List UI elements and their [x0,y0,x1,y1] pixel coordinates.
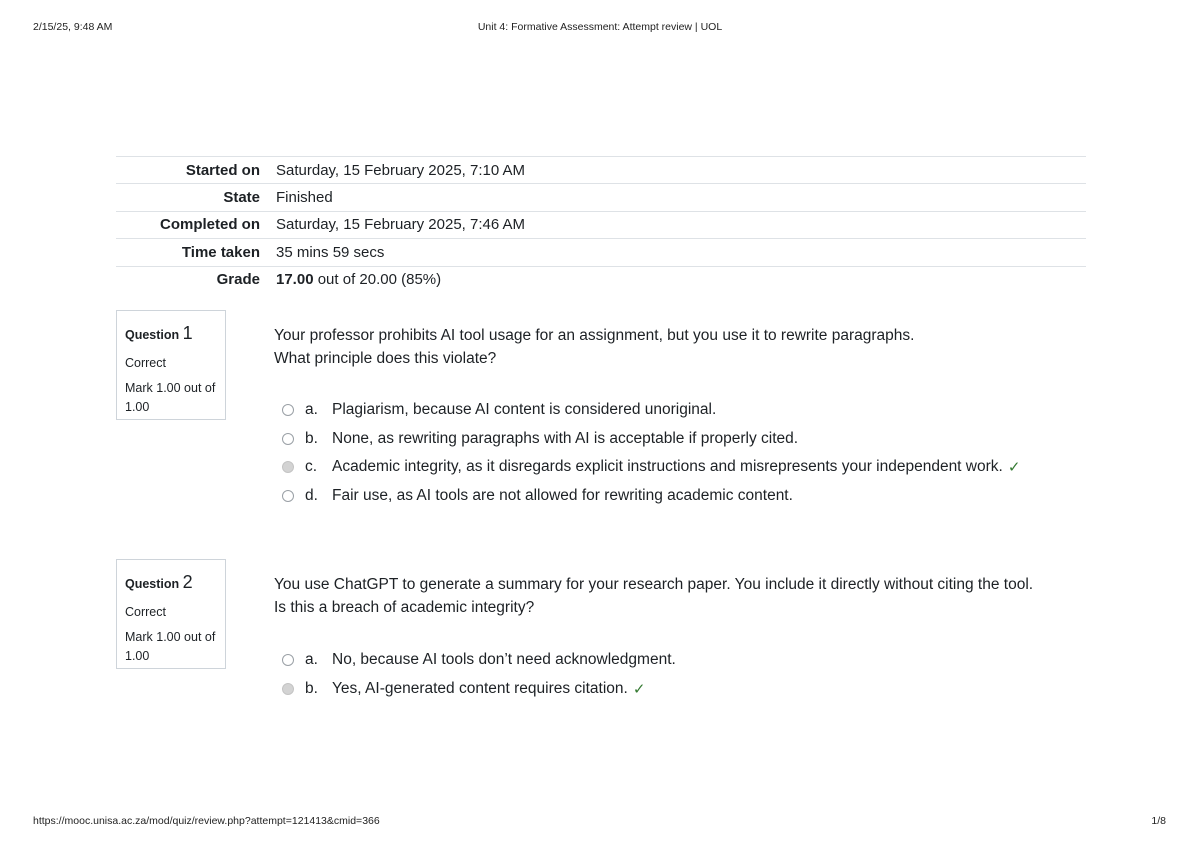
summary-row-grade [116,266,1086,293]
answer-letter: d. [305,486,318,504]
question-number: 2 [182,572,193,592]
page-url: https://mooc.unisa.ac.za/mod/quiz/review.php?attempt=121413&cmid=366 [33,815,380,827]
answer-letter: c. [305,458,318,476]
answer-text: Academic integrity, as it disregards explicit instructions and misrepresents your independent work. [332,458,1003,476]
radio-button[interactable] [282,433,294,445]
question-2-info-box [116,559,226,669]
answer-option[interactable] [282,675,676,704]
question-2-text-line-1: You use ChatGPT to generate a summary for your research paper. You include it directly without citing the tool. [274,576,1034,593]
answer-letter: a. [305,651,318,669]
answer-option[interactable] [282,425,1020,454]
radio-button[interactable] [282,404,294,416]
question-2-heading [125,569,217,597]
answer-text: No, because AI tools don’t need acknowledgment. [332,651,676,669]
answer-text: Plagiarism, because AI content is considered unoriginal. [332,401,717,419]
answer-text: Fair use, as AI tools are not allowed for rewriting academic content. [332,486,793,504]
answer-text: Yes, AI-generated content requires citation. [332,679,628,697]
completed-on-value: Saturday, 15 February 2025, 7:46 AM [268,211,1086,238]
question-2-state: Correct [125,604,166,619]
question-label: Question [125,577,180,591]
completed-on-label: Completed on [116,211,268,238]
radio-button[interactable] [282,490,294,502]
radio-button[interactable] [282,654,294,666]
grade-score: 17.00 [276,271,314,289]
state-label: State [116,184,268,211]
started-on-value: Saturday, 15 February 2025, 7:10 AM [268,157,1086,184]
question-1-heading [125,320,217,348]
correct-check-icon: ✓ [1007,459,1021,477]
question-2-answers [282,646,676,703]
time-taken-label: Time taken [116,239,268,266]
radio-button-selected[interactable] [282,683,294,695]
attempt-summary-table [116,156,1086,293]
grade-label: Grade [116,266,268,293]
summary-row-time [116,239,1086,266]
answer-text: None, as rewriting paragraphs with AI is acceptable if properly cited. [332,429,799,447]
question-1-answers [282,396,1020,510]
correct-check-icon: ✓ [632,680,646,698]
time-taken-value: 35 mins 59 secs [268,239,1086,266]
print-header [0,21,1200,35]
answer-letter: a. [305,401,318,419]
answer-option[interactable] [282,646,676,675]
question-1-info-box [116,310,226,420]
question-2-text [274,573,1074,619]
grade-value [268,266,1086,293]
answer-option[interactable] [282,453,1020,482]
answer-letter: b. [305,429,318,447]
question-1-text-line-1: Your professor prohibits AI tool usage for an assignment, but you use it to rewrite paragraphs. [274,327,915,344]
grade-total: out of 20.00 (85%) [313,271,442,289]
question-1-state: Correct [125,355,166,370]
summary-row-completed [116,211,1086,238]
print-page-title: Unit 4: Formative Assessment: Attempt review | UOL [477,21,723,33]
answer-option[interactable] [282,396,1020,425]
started-on-label: Started on [116,157,268,184]
question-2-text-line-2: Is this a breach of academic integrity? [274,599,535,616]
summary-row-started [116,157,1086,184]
state-value: Finished [268,184,1086,211]
radio-button-selected[interactable] [282,461,294,473]
answer-option[interactable] [282,482,1020,511]
question-1-text-line-2: What principle does this violate? [274,350,497,367]
question-2-mark: Mark 1.00 out of 1.00 [125,630,216,664]
answer-letter: b. [305,679,318,697]
question-1-mark: Mark 1.00 out of 1.00 [125,381,216,415]
print-datetime: 2/15/25, 9:48 AM [33,21,113,33]
question-number: 1 [182,323,193,343]
question-1-text [274,324,1074,370]
question-label: Question [125,328,180,342]
print-footer [0,815,1200,829]
page-counter: 1/8 [1151,815,1166,827]
summary-row-state [116,184,1086,211]
